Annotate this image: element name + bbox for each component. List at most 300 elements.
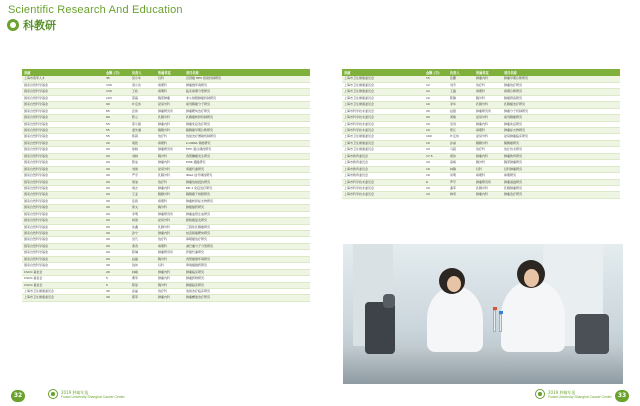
table-cell: 上海市卫生健康委员会 (22, 295, 104, 301)
table-cell: 乳腺外科 (156, 115, 184, 121)
table-cell: 曹军 (130, 276, 156, 282)
table-cell: 病理科 (156, 140, 184, 146)
table-cell: 国家自然科学基金 (22, 231, 104, 237)
table-cell: 国家自然科学基金 (22, 250, 104, 256)
table-cell: 国家自然科学基金 (22, 224, 104, 230)
table-cell: 马超 (448, 147, 474, 153)
table-cell: 邵慈 (130, 95, 156, 101)
table-cell: 病理诊断研究 (502, 89, 620, 95)
table-cell: 肿瘤免疫研究 (502, 121, 620, 127)
table-cell: 胰腺外科 (156, 192, 184, 198)
table-cell: 肿瘤内科 (156, 121, 184, 127)
table-cell: 肿瘤放疗研究 (502, 82, 620, 88)
table-cell: 孙晶 (130, 288, 156, 294)
table-cell: 宫颈癌 HPV 感染机制研究 (184, 76, 310, 82)
table-cell: 国家自然科学基金 (22, 179, 104, 185)
table-cell: 20 (104, 153, 130, 159)
table-cell: 杨建 (130, 218, 156, 224)
microscope-right (575, 314, 609, 354)
table-cell: 陈颖 (130, 134, 156, 140)
table-cell: 上海市卫生健康委员会 (342, 95, 424, 101)
table-cell: 王磊 (448, 89, 474, 95)
table-cell: 胸外科 (156, 282, 184, 288)
table-cell: 赵强 (448, 108, 474, 114)
table-cell: 孙丽 (448, 140, 474, 146)
table-cell: 李华 (448, 102, 474, 108)
table-cell: 20 (104, 211, 130, 217)
table-cell: 5 (104, 282, 130, 288)
table-cell: 病理研究 (502, 173, 620, 179)
table-cell: 放疗科 (474, 147, 502, 153)
table-cell: 20 (104, 263, 130, 269)
column-header: 金额 (万) (104, 69, 130, 76)
table-cell: 放疗科 (156, 288, 184, 294)
table-cell: 李明 (130, 211, 156, 217)
table-cell: 10 (424, 102, 448, 108)
table-cell: 20 (104, 185, 130, 191)
table-cell: 国家自然科学基金 (22, 166, 104, 172)
table-cell: 肿瘤内科 (474, 192, 502, 198)
table-cell: 泌尿外科 (474, 115, 502, 121)
table-cell: 罗平 (448, 179, 474, 185)
table-cell: 肿瘤内科 (474, 76, 502, 82)
table-row (342, 192, 620, 198)
table-cell: 国家自然科学基金 (22, 95, 104, 101)
table-cell: 国家自然科学基金 (22, 173, 104, 179)
table-cell: IRGA 信号调控研究 (184, 173, 310, 179)
table-cell: 10 (424, 147, 448, 153)
table-cell: 林静 (448, 166, 474, 172)
table-cell: 国家自然科学基金 (22, 121, 104, 127)
table-cell: 吴凡 (130, 237, 156, 243)
table-cell: 胡志 (130, 185, 156, 191)
table-cell: 国家自然科学基金 (22, 256, 104, 262)
table-cell: 上海市科学技术委员会 (342, 121, 424, 127)
table-cell: 放疗科 (156, 237, 184, 243)
table-cell: 上海市教育委员会 (342, 153, 424, 159)
circle-bullet-icon (7, 19, 19, 31)
table-cell: 20 (104, 147, 130, 153)
table-cell: 赵磊 (130, 256, 156, 262)
table-cell: 肺癌临床研究 (184, 282, 310, 288)
column-header: 负责人 (448, 69, 474, 76)
table-cell: 徐文 (130, 205, 156, 211)
researcher-right-face (524, 269, 539, 287)
table-cell: 陈琳 (130, 250, 156, 256)
table-cell: 前列腺癌分子研究 (184, 102, 310, 108)
table-cell: 20 (104, 237, 130, 243)
table-cell: 周敏 (448, 115, 474, 121)
table-cell: 肿瘤内科 (156, 269, 184, 275)
table-cell: 放疗技术研究 (502, 147, 620, 153)
left-funding-table (22, 69, 310, 302)
table-cell: 6 (424, 179, 448, 185)
table-cell: 病理科 (156, 89, 184, 95)
table-cell: 30 (104, 295, 130, 301)
table-cell: 国家自然科学基金 (22, 185, 104, 191)
table-cell: 20 (104, 179, 130, 185)
table-cell: 45 (104, 76, 130, 82)
table-cell: 徐晓 (130, 147, 156, 153)
table-cell: 肿瘤内科 (156, 231, 184, 237)
table-cell: 5 (104, 276, 130, 282)
table-cell: 上海市卫生健康委员会 (342, 147, 424, 153)
researcher-left-face (447, 276, 461, 292)
table-cell: 乳腺外科 (156, 173, 184, 179)
table-cell: 肿瘤药物研究 (184, 276, 310, 282)
table-cell: 上海市卫生健康委员会 (342, 89, 424, 95)
table-cell: 胡伟 (448, 153, 474, 159)
table-cell: 10 (424, 128, 448, 134)
column-header: 项目名称 (502, 69, 620, 76)
column-header: 金额 (万) (424, 69, 448, 76)
table-cell: 食管癌微环境研究 (184, 256, 310, 262)
table-cell: 20 (424, 115, 448, 121)
table-cell: 100 (424, 134, 448, 140)
hospital-logo-icon (535, 389, 545, 399)
column-header: 来源 (22, 69, 104, 76)
table-cell: 20 (104, 231, 130, 237)
table-cell: 病理科 (156, 198, 184, 204)
table-cell: 胡欣 (130, 140, 156, 146)
column-header: 所属科室 (474, 69, 502, 76)
table-cell: 胸外科 (474, 95, 502, 101)
table-cell: 临床病理分型研究 (184, 89, 310, 95)
table-cell: 郭军 (130, 295, 156, 301)
table-cell: 肿瘤内科 (156, 276, 184, 282)
table-cell: 胰腺外科 (156, 128, 184, 134)
table-cell: 20 (104, 256, 130, 262)
table-cell: 钱伟 (130, 263, 156, 269)
table-cell: 国家自然科学基金 (22, 160, 104, 166)
table-row (22, 295, 310, 301)
table-cell: 肿瘤研究所 (474, 108, 502, 114)
table-cell: 130 (104, 82, 130, 88)
table-cell: 55 (104, 121, 130, 127)
table-cell: 上海市科学技术委员会 (342, 192, 424, 198)
table-cell: 鼻咽癌放疗研究 (184, 237, 310, 243)
table-cell: 乳腺外科 (474, 185, 502, 191)
table-cell: PI3K 通路研究 (184, 160, 310, 166)
table-cell: 肿瘤研究所 (474, 179, 502, 185)
column-header: 负责人 (130, 69, 156, 76)
table-cell: 乳腺癌治疗研究 (502, 102, 620, 108)
table-cell: 泌尿肿瘤临床研究 (502, 134, 620, 140)
column-header: 来源 (342, 69, 424, 76)
table-cell: 肺癌筛查研究 (502, 95, 620, 101)
table-cell: 刘建 (130, 166, 156, 172)
table-cell: 肾癌代谢研究 (184, 166, 310, 172)
table-cell: 国家自然科学基金 (22, 147, 104, 153)
table-cell: 乳腺肿瘤研究 (502, 185, 620, 191)
table-cell: 张鹏 (448, 76, 474, 82)
table-cell: 55 (104, 128, 130, 134)
table-cell: 淋巴瘤分子分型研究 (184, 243, 310, 249)
table-cell: 国家自然科学基金 (22, 115, 104, 121)
table-cell: 黄涛 (130, 243, 156, 249)
table-cell: 15 (424, 76, 448, 82)
table-cell: 上海市卫生健康委员会 (22, 288, 104, 294)
table-cell: 国家自然科学基金 (22, 211, 104, 217)
table-cell: 国家自然科学基金 (22, 153, 104, 159)
table-cell: 肿瘤临床研究 (184, 269, 310, 275)
section-english-title: Scientific Research And Education (8, 4, 183, 16)
table-cell: 放疗科 (156, 134, 184, 140)
table-cell: 上海市卫生健康委员会 (342, 76, 424, 82)
table-cell: 放疗科 (474, 82, 502, 88)
table-cell: 20 (104, 243, 130, 249)
table-cell: 陈星 (130, 282, 156, 288)
table-header-row (342, 69, 620, 76)
page-number-right: 33 (615, 390, 629, 402)
table-cell: 王政 (130, 89, 156, 95)
table-cell: 叶定伟 (130, 102, 156, 108)
table-cell: 郑红 (448, 128, 474, 134)
table-cell: 放射治疗增敏机制研究 (184, 134, 310, 140)
table-cell: 病理科 (156, 243, 184, 249)
table-cell: 叶定伟 (448, 134, 474, 140)
test-tube (499, 314, 502, 332)
right-funding-table (342, 69, 620, 199)
table-cell: 上海市科学技术委员会 (342, 115, 424, 121)
table-cell: 20 (104, 173, 130, 179)
table-cell: 肺癌耐药研究 (184, 205, 310, 211)
table-cell: 国家自然科学基金 (22, 192, 104, 198)
table-cell: 上海市教育委员会 (342, 173, 424, 179)
table-cell: 严宇 (130, 173, 156, 179)
laboratory-photo (343, 244, 623, 384)
table-cell: 10 (424, 173, 448, 179)
table-cell: 国家自然科学基金 (22, 102, 104, 108)
table-cell: 蔡小伙 (130, 82, 156, 88)
table-cell: 肿瘤研究所 (156, 147, 184, 153)
table-cell: 国家自然科学基金 (22, 205, 104, 211)
footer-right (535, 389, 612, 399)
table-cell: 肿瘤内科 (156, 295, 184, 301)
table-cell: 103 (104, 95, 130, 101)
table-cell: 上海市卫生健康委员会 (342, 140, 424, 146)
table-cell: 12 (424, 89, 448, 95)
table-cell: 10 (424, 121, 448, 127)
table-cell: 妇科 (156, 76, 184, 82)
table-cell: 17.5 (424, 153, 448, 159)
table-cell: 胸部肿瘤 (156, 95, 184, 101)
table-cell: 吴涛 (448, 121, 474, 127)
table-cell: 前列腺癌研究 (502, 115, 620, 121)
table-cell: 10 (424, 185, 448, 191)
table-cell: 病理科 (474, 173, 502, 179)
table-cell: 130 (104, 89, 130, 95)
researcher-left (427, 286, 483, 352)
microscope-eyepiece (383, 294, 395, 308)
table-cell: 病理科 (474, 89, 502, 95)
table-cell: 上海市卫生健康委员会 (342, 102, 424, 108)
table-cell: MYC 蛋白调控研究 (184, 147, 310, 153)
table-cell: 乳腺外科 (474, 102, 502, 108)
table-cell: 20 (104, 269, 130, 275)
table-cell: 上海市领军人才 (22, 76, 104, 82)
microscope-left (365, 302, 395, 354)
table-cell: 肿瘤内科 (474, 153, 502, 159)
table-cell: 卵巢癌耐药研究 (184, 263, 310, 269)
table-cell: 泌尿外科 (156, 102, 184, 108)
table-cell: 10 (424, 166, 448, 172)
table-cell: CSCO 基金会 (22, 276, 104, 282)
table-cell: 病理科 (474, 128, 502, 134)
table-cell: 国家自然科学基金 (22, 82, 104, 88)
table-cell: 肿瘤标志物研究 (502, 128, 620, 134)
table-cell: 肿瘤内科 (156, 185, 184, 191)
table-cell: 胰腺癌干细胞研究 (184, 192, 310, 198)
table-cell: 三阴性乳腺癌研究 (184, 224, 310, 230)
footer-report-title: 2019 肿瘤年报 (61, 389, 89, 395)
table-cell: 妇科 (474, 166, 502, 172)
table-cell: 20 (104, 140, 130, 146)
table-cell: 妇科 (156, 263, 184, 269)
table-cell: 肝癌代谢研究 (184, 250, 310, 256)
table-cell: 10 (424, 140, 448, 146)
page-number-left: 32 (11, 390, 25, 402)
table-cell: 上海市科学技术委员会 (342, 128, 424, 134)
table-cell: 肿瘤研究所 (156, 108, 184, 114)
table-cell: 肿瘤研究所 (156, 211, 184, 217)
table-cell: 乳腺癌转移机制研究 (184, 115, 310, 121)
table-cell: 虞先濬 (130, 128, 156, 134)
table-cell: 90 (104, 102, 130, 108)
table-header-row (22, 69, 310, 76)
table-cell: 非小细胞肺癌机制研究 (184, 95, 310, 101)
table-cell: 胸外科 (156, 153, 184, 159)
table-cell: 60 (104, 115, 130, 121)
table-cell: 孙宁 (130, 231, 156, 237)
table-cell: 国家自然科学基金 (22, 134, 104, 140)
table-cell: 膀胱癌复发研究 (184, 218, 310, 224)
section-heading (7, 17, 56, 33)
section-title: 科教研 (23, 19, 56, 32)
column-header: 所属科室 (156, 69, 184, 76)
table-cell: 肿瘤免疫治疗研究 (184, 121, 310, 127)
table-cell: 胰腺癌早期诊断研究 (184, 128, 310, 134)
table-cell: 何明 (448, 173, 474, 179)
table-cell: 泌尿外科 (156, 166, 184, 172)
table-cell: 20 (104, 224, 130, 230)
table-cell: 韩雪 (448, 192, 474, 198)
footer-left (48, 389, 125, 399)
table-cell: 20 (104, 166, 130, 172)
table-cell: 放疗科 (156, 179, 184, 185)
table-cell: 国家自然科学基金 (22, 243, 104, 249)
table-cell: 20 (104, 192, 130, 198)
researcher-right (501, 280, 565, 352)
table-cell: 国家自然科学基金 (22, 218, 104, 224)
column-header: 项目名称 (184, 69, 310, 76)
table-cell: 泌尿外科 (156, 218, 184, 224)
table-cell: 陈立 (130, 115, 156, 121)
table-cell: 国家自然科学基金 (22, 198, 104, 204)
table-cell: 20 (104, 218, 130, 224)
table-cell: 肿瘤教育研究 (502, 153, 620, 159)
tube-cap-blue (499, 311, 503, 314)
footer-report-title: 2019 肿瘤年报 (548, 389, 576, 395)
table-cell: 刘芳 (448, 82, 474, 88)
table-cell: 邵小强 (130, 121, 156, 127)
table-cell: 20 (424, 108, 448, 114)
table-cell: 肿瘤微环境研究 (184, 82, 310, 88)
table-cell: 胰腺外科 (474, 140, 502, 146)
table-cell: 55 (104, 134, 130, 140)
table-cell: LncRNA 调控研究 (184, 140, 310, 146)
tube-cap-red (493, 307, 497, 310)
table-cell: 10 (424, 95, 448, 101)
table-cell: 30 (104, 288, 130, 294)
table-cell: 林峰 (130, 269, 156, 275)
table-cell: 结直肠癌靶向研究 (184, 231, 310, 237)
table-cell: 刘枫 (130, 153, 156, 159)
table-cell: 上海市教育委员会 (342, 166, 424, 172)
table-cell: CSCO 基金会 (22, 282, 104, 288)
table-cell: 上海市卫生健康委员会 (342, 82, 424, 88)
table-cell: 国家自然科学基金 (22, 263, 104, 269)
hospital-logo-icon (48, 389, 58, 399)
table-cell: 张智 (130, 108, 156, 114)
table-cell: 国家自然科学基金 (22, 89, 104, 95)
table-cell: 乳腺外科 (156, 224, 184, 230)
table-cell: 国家自然科学基金 (22, 140, 104, 146)
footer-institution: Fudan University Shanghai Cancer Center (548, 394, 612, 399)
table-cell: 胸部肿瘤研究 (502, 160, 620, 166)
table-cell: 沈鑫 (130, 224, 156, 230)
table-cell: 肿瘤治疗研究 (502, 192, 620, 198)
table-cell: 肿瘤内科 (156, 160, 184, 166)
table-cell: 65 (104, 108, 130, 114)
table-cell: 陈成 (130, 160, 156, 166)
table-cell: 上海市卫生健康委员会 (342, 134, 424, 140)
table-cell: 妇科肿瘤研究 (502, 166, 620, 172)
table-cell: 肿瘤分子机制研究 (502, 108, 620, 114)
table-cell: 吴小华 (130, 76, 156, 82)
table-cell: 泌尿外科 (474, 134, 502, 140)
table-cell: 胸外科 (156, 256, 184, 262)
table-cell: 放射治疗临床研究 (184, 288, 310, 294)
table-cell: 20 (104, 250, 130, 256)
table-cell: 病理科 (156, 82, 184, 88)
table-cell: 肿瘤基础研究 (502, 179, 620, 185)
table-cell: 20 (104, 198, 130, 204)
footer-institution: Fudan University Shanghai Cancer Center (61, 394, 125, 399)
table-cell: 肿瘤精准治疗研究 (184, 295, 310, 301)
table-cell: 陈静 (448, 95, 474, 101)
table-cell: 胸外科 (474, 160, 502, 166)
table-cell: 肿瘤转移标志物研究 (184, 198, 310, 204)
table-cell: 国家自然科学基金 (22, 237, 104, 243)
table-cell: 周旭 (130, 179, 156, 185)
table-cell: 肿瘤靶向治疗研究 (184, 108, 310, 114)
table-cell: 胰腺癌研究 (502, 140, 620, 146)
table-cell: 肿瘤放射抵抗研究 (184, 179, 310, 185)
table-cell: 食管鳞癌发生研究 (184, 153, 310, 159)
table-cell: 20 (104, 205, 130, 211)
table-cell: 谢军 (448, 185, 474, 191)
table-cell: 胸外科 (156, 205, 184, 211)
table-cell: 上海市教育委员会 (342, 160, 424, 166)
table-cell: 10 (424, 192, 448, 198)
table-cell: 张毅 (130, 198, 156, 204)
test-tube (493, 310, 496, 332)
table-cell: PD-1 免疫治疗研究 (184, 185, 310, 191)
table-cell: 肿瘤血管生成研究 (184, 211, 310, 217)
table-cell: 10 (424, 160, 448, 166)
table-cell: 国家自然科学基金 (22, 128, 104, 134)
